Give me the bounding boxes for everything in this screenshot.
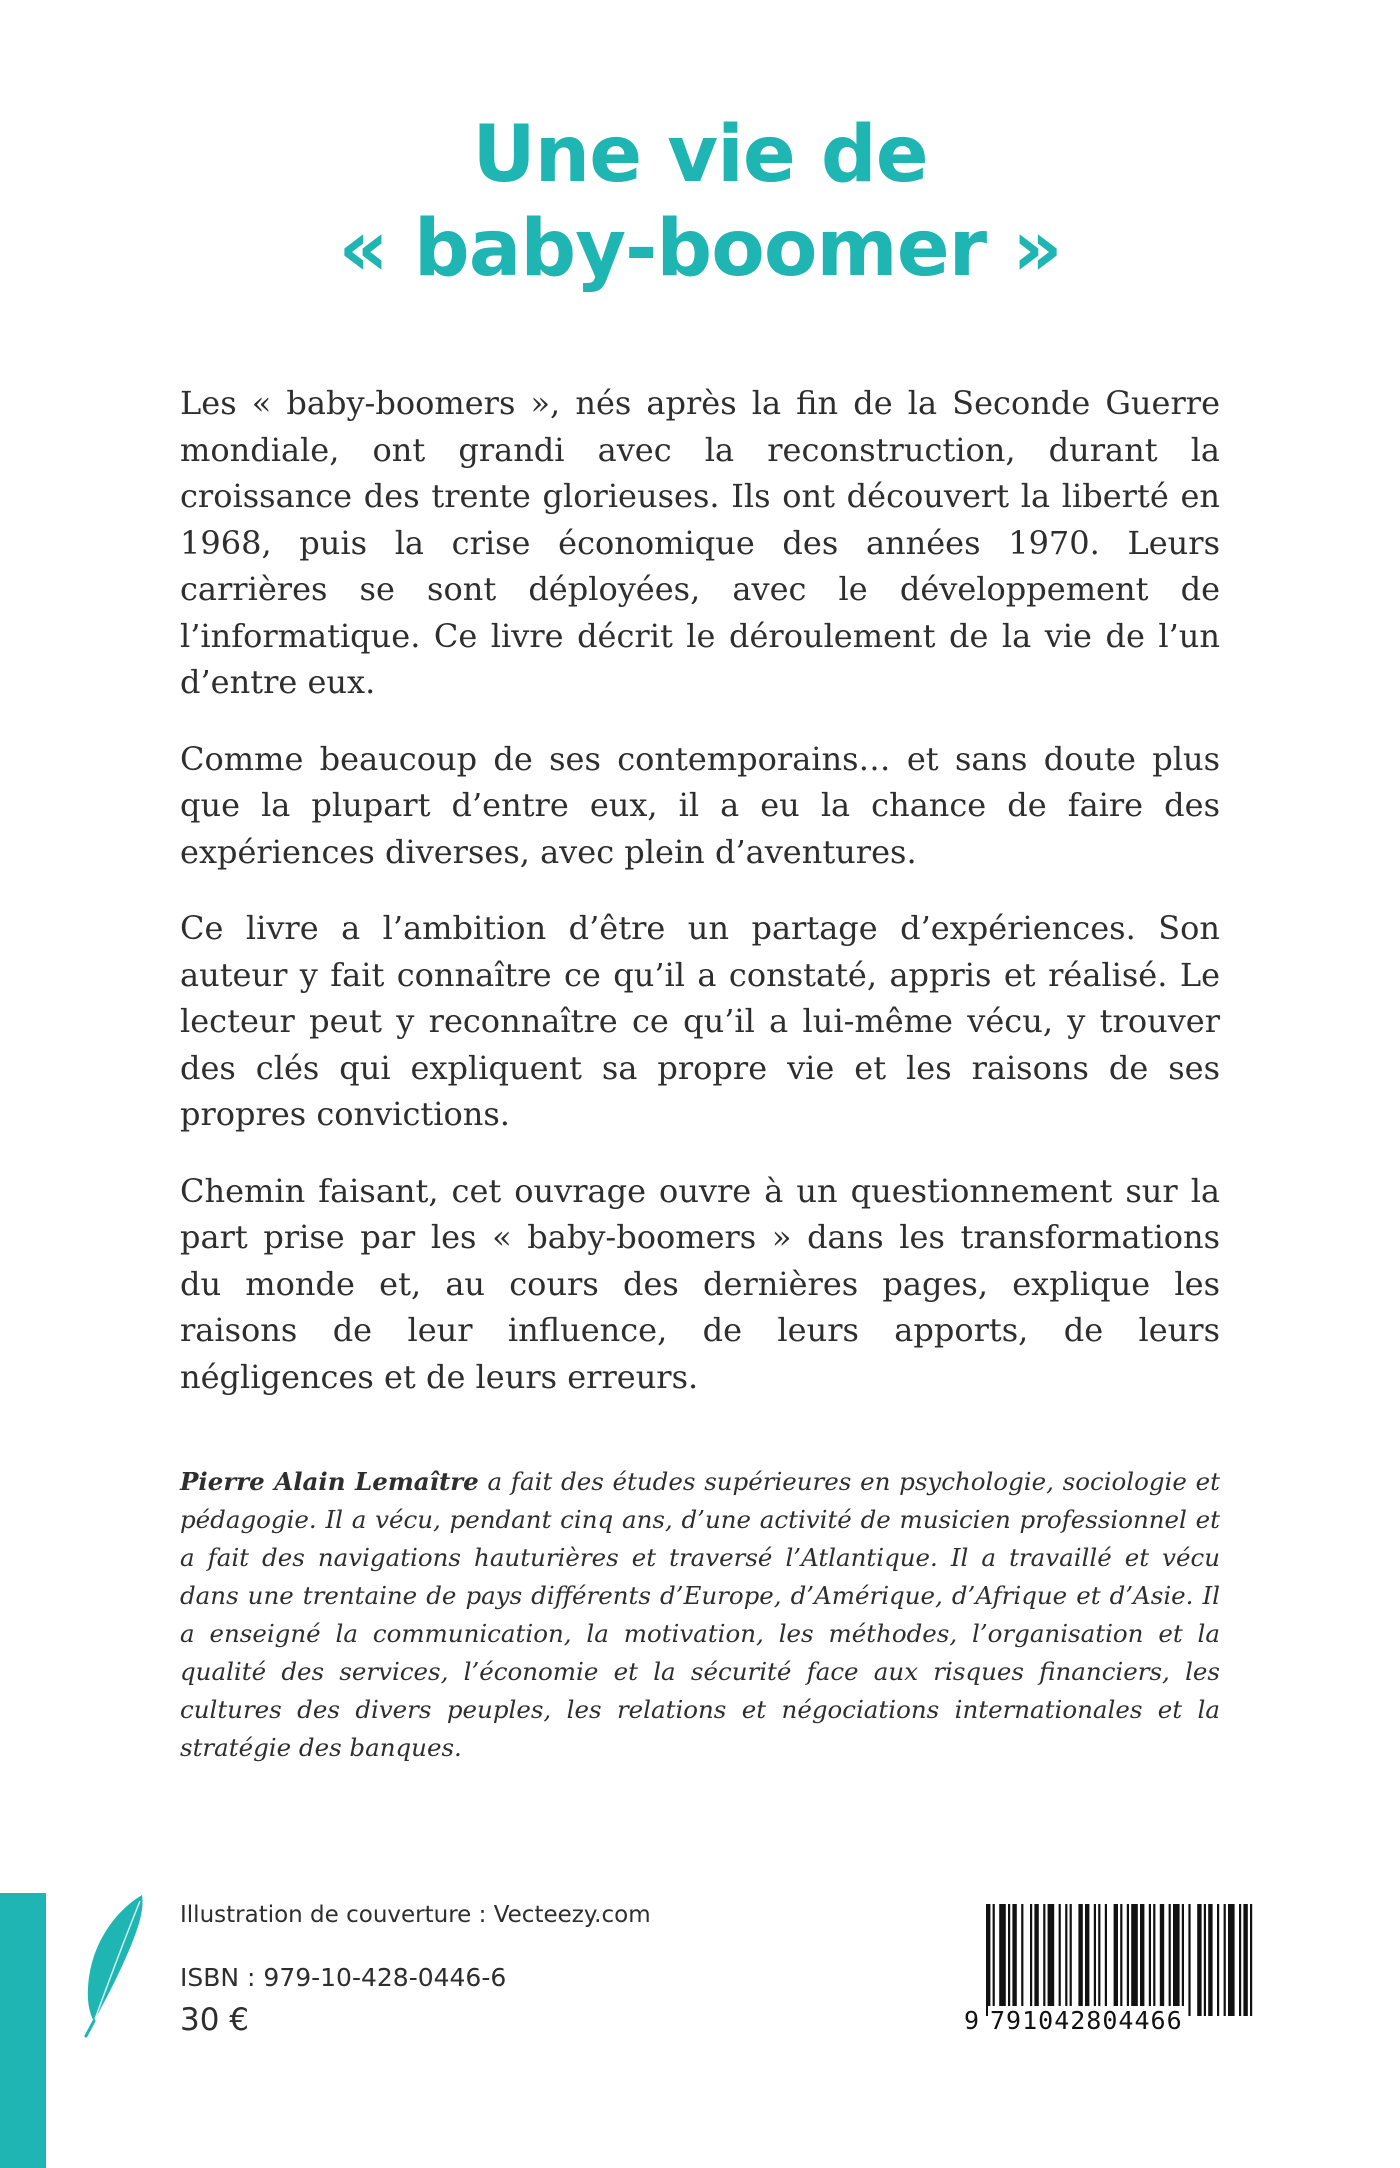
barcode-bar: [1140, 1904, 1144, 2016]
blurb-paragraph-4: Chemin faisant, cet ouvrage ouvre à un questionnement sur la part prise par les « baby-boomers » dans les transformations du monde et, au cours des dernières pages, explique les raisons de leur influence, de leurs apports, de leurs négligences et de leurs erreurs.: [180, 1171, 1220, 1396]
barcode-bar: [1059, 1904, 1061, 2016]
illustration-credit: Illustration de couverture : Vecteezy.com: [180, 1902, 651, 1928]
book-title: [0, 108, 1400, 296]
author-bio-text: a fait des études supérieures en psychologie, sociologie et pédagogie. Il a vécu, pendant cinq ans, d’une activité de musicien professionnel et a fait des navigations hauturières et traversé l’Atlantique. Il a travaillé et vécu dans une trentaine de pays différents d’Europe, d’Amérique, d’Afrique et d’Asie. Il a enseigné la communication, la motivation, les méthodes, l’organisation et la qualité des services, l’économie et la sécurité face aux risques financiers, les cultures des divers peuples, les relations et négociations internationales et la stratégie des banques.: [180, 1467, 1220, 1762]
barcode-bar: [1173, 1904, 1180, 2016]
barcode-bar: [1070, 1904, 1072, 2016]
barcode-bar: [1239, 1904, 1241, 2016]
barcode-bar: [1098, 1904, 1100, 2016]
barcode-bar: [1149, 1904, 1151, 2016]
barcode-bar: [1078, 1904, 1082, 2016]
barcode-bar: [1043, 1904, 1045, 2016]
barcode-bar: [1228, 1904, 1235, 2016]
barcode-bar: [1065, 1904, 1067, 2016]
barcode-bar: [1012, 1904, 1016, 2016]
blurb-paragraph-1: Les « baby-boomers », nés après la fin de la Seconde Guerre mondiale, ont grandi avec la reconstruction, durant la croissance des trente glorieuses. Ils ont découvert la liberté en 1968, puis la crise économique des années 1970. Leurs carrières se sont déployées, avec le développement de l’informatique. Ce livre décrit le déroulement de la vie de l’un d’entre eux.: [180, 384, 1220, 701]
barcode-bar: [1094, 1904, 1096, 2016]
barcode-digits: 791042804466: [990, 2006, 1183, 2035]
barcode-bar: [1182, 1904, 1184, 2016]
barcode-bar: [1030, 1904, 1032, 2016]
barcode-bar: [1034, 1904, 1038, 2016]
barcode-bar: [1131, 1904, 1138, 2016]
barcode-bar: [1208, 1904, 1212, 2016]
barcode-bar: [1250, 1904, 1252, 2016]
barcode-bar: [1160, 1904, 1164, 2016]
barcode-first-digit: 9: [964, 2006, 981, 2035]
barcode-bar: [1048, 1904, 1055, 2016]
accent-side-bar: [0, 1893, 46, 2168]
barcode-bar: [1114, 1904, 1118, 2016]
blurb-paragraph-2: Comme beaucoup de ses contemporains… et sans doute plus que la plupart d’entre eux, il a eu la chance de faire des expériences diverses, avec plein d’aventures.: [180, 739, 1220, 871]
barcode-bar: [1153, 1904, 1155, 2016]
barcode-bar: [1217, 1904, 1219, 2016]
barcode-bar: [1120, 1904, 1122, 2016]
isbn: ISBN : 979-10-428-0446-6: [180, 1963, 507, 1992]
back-cover-blurb: [180, 380, 1220, 1430]
price: 30 €: [180, 2002, 250, 2038]
author-bio: [180, 1463, 1220, 1767]
barcode-bar: [1224, 1904, 1226, 2016]
barcode-bar: [1127, 1904, 1129, 2016]
feather-icon: [82, 1893, 152, 2038]
barcode-bar: [1021, 1904, 1023, 2016]
barcode-bar: [986, 1904, 990, 2016]
barcode-bar: [1243, 1904, 1247, 2016]
title-line-2: « baby-boomer »: [338, 204, 1062, 294]
barcode-bar: [1197, 1904, 1201, 2016]
barcode-bar: [999, 1904, 1006, 2016]
barcode-bar: [1085, 1904, 1089, 2016]
barcode-bar: [993, 1904, 995, 2016]
barcode-bar: [1204, 1904, 1206, 2016]
author-name: Pierre Alain Lemaître: [180, 1467, 479, 1496]
barcode-bar: [1105, 1904, 1107, 2016]
credits-block: [180, 1900, 651, 1930]
title-line-1: Une vie de: [472, 110, 928, 200]
barcode-bar: [1188, 1904, 1190, 2016]
blurb-paragraph-3: Ce livre a l’ambition d’être un partage d’expériences. Son auteur y fait connaître ce qu’il a constaté, appris et réalisé. Le lecteur peut y reconnaître ce qu’il a lui-même vécu, y trouver des clés qui expliquent sa propre vie et les raisons de ses propres convictions.: [180, 909, 1220, 1133]
barcode-bar: [1169, 1904, 1171, 2016]
barcode-bar: [1008, 1904, 1010, 2016]
